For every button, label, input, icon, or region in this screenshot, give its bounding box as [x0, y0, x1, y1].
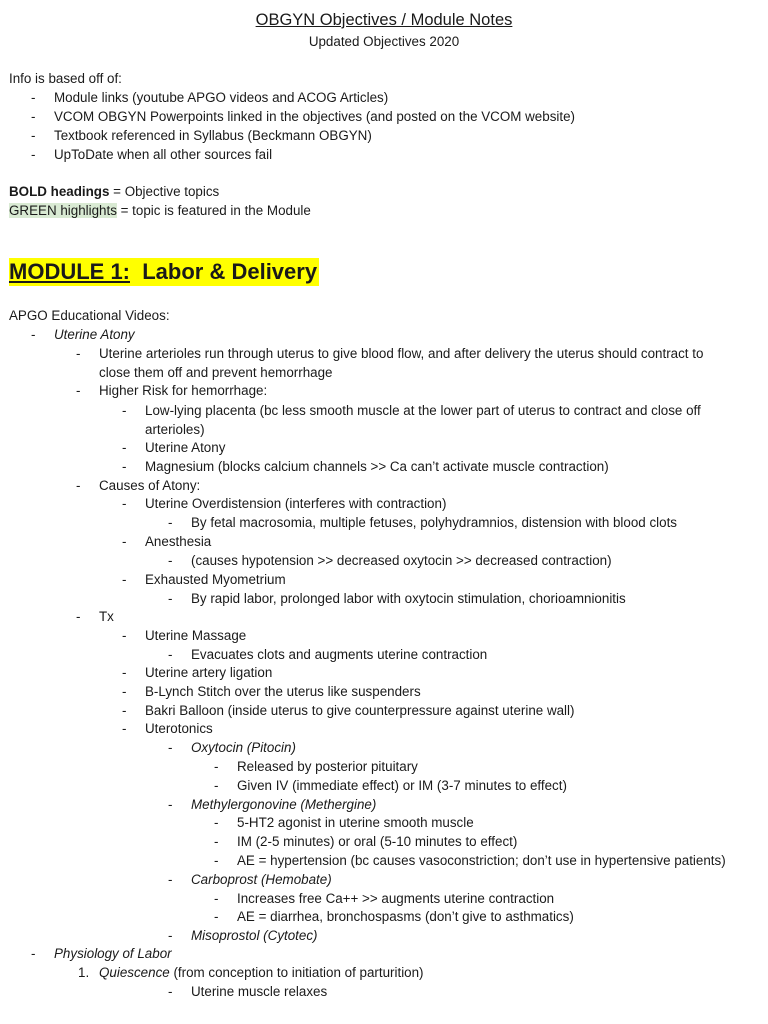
bullet-marker: - [168, 647, 173, 662]
note-text [191, 551, 612, 570]
note-main-text: Uterine Massage [145, 628, 247, 643]
bullet-marker: - [168, 797, 173, 812]
note-main-text: Physiology of Labor [54, 946, 172, 961]
legend-green-term: GREEN highlights [9, 203, 117, 218]
note-main-text: AE = hypertension (bc causes vasoconstriction; don’t use in hypertensive patients) [237, 853, 726, 868]
bullet-marker: 1. [78, 965, 90, 980]
note-main-text: B-Lynch Stitch over the uterus like suspenders [145, 684, 421, 699]
module-heading [9, 258, 319, 286]
note-text [145, 420, 205, 439]
module-name: Labor & Delivery [142, 259, 318, 284]
bullet-marker: - [214, 853, 219, 868]
bullet-marker: - [76, 609, 81, 624]
note-text [9, 306, 170, 325]
note-main-text: Quiescence [99, 965, 170, 980]
note-text [99, 607, 114, 626]
note-text [54, 325, 135, 344]
note-main-text: Anesthesia [145, 534, 212, 549]
bullet-marker: - [122, 665, 127, 680]
note-main-text: Misoprostol (Cytotec) [191, 928, 318, 943]
note-text [191, 589, 626, 608]
bullet-marker: - [214, 834, 219, 849]
note-text [237, 757, 418, 776]
note-text [191, 645, 487, 664]
bullet-marker: - [214, 815, 219, 830]
bullet-marker: - [168, 591, 173, 606]
bullet-marker: - [31, 946, 36, 961]
bullet-marker: - [122, 440, 127, 455]
note-text [145, 494, 446, 513]
note-text [145, 457, 609, 476]
note-main-text: Uterotonics [145, 721, 213, 736]
note-main-text: Methylergonovine (Methergine) [191, 797, 377, 812]
bullet-marker: - [31, 327, 36, 342]
note-text [145, 570, 286, 589]
note-rest-text: (from conception to initiation of parturition) [169, 965, 424, 980]
note-text [145, 701, 574, 720]
note-main-text: Causes of Atony: [99, 478, 201, 493]
note-text [237, 813, 474, 832]
bullet-marker: - [122, 628, 127, 643]
bullet-marker: - [168, 984, 173, 999]
note-text [145, 682, 421, 701]
note-main-text: IM (2-5 minutes) or oral (5-10 minutes to effect) [237, 834, 518, 849]
bullet-marker: - [214, 891, 219, 906]
note-text [145, 663, 272, 682]
legend-bold-term: BOLD headings [9, 184, 110, 199]
bullet-marker: - [122, 572, 127, 587]
bullet-marker: - [214, 909, 219, 924]
note-main-text: Evacuates clots and augments uterine contraction [191, 647, 488, 662]
document-subtitle: Updated Objectives 2020 [308, 34, 460, 49]
note-text [99, 476, 200, 495]
legend-bold-desc: = Objective topics [109, 184, 220, 199]
bullet-marker: - [122, 684, 127, 699]
note-text [191, 738, 296, 757]
note-text [191, 795, 376, 814]
bullet-marker: - [122, 496, 127, 511]
note-text [237, 832, 517, 851]
note-main-text: Uterine artery ligation [145, 665, 273, 680]
module-label: MODULE 1: [9, 259, 130, 284]
bullet-marker: - [168, 553, 173, 568]
note-main-text: Uterine muscle relaxes [191, 984, 328, 999]
bullet-marker: - [122, 721, 127, 736]
note-main-text: AE = diarrhea, bronchospasms (don’t give to asthmatics) [237, 909, 574, 924]
note-main-text: APGO Educational Videos: [9, 308, 170, 323]
note-main-text: Low-lying placenta (bc less smooth muscle at the lower part of uterus to contract and close off [145, 403, 701, 418]
note-main-text: Carboprost (Hemobate) [191, 872, 332, 887]
note-main-text: Uterine arterioles run through uterus to give blood flow, and after delivery the uterus should contract to [99, 346, 704, 361]
legend-green [9, 201, 311, 220]
document-title: OBGYN Objectives / Module Notes [255, 11, 513, 29]
note-main-text: Released by posterior pituitary [237, 759, 418, 774]
note-main-text: close them off and prevent hemorrhage [99, 365, 333, 380]
bullet-marker: - [168, 872, 173, 887]
note-main-text: Uterine Overdistension (interferes with contraction) [145, 496, 447, 511]
note-main-text: Exhausted Myometrium [145, 572, 286, 587]
note-text [191, 870, 332, 889]
note-text [99, 344, 703, 363]
note-text [99, 381, 267, 400]
bullet-marker: - [76, 478, 81, 493]
note-main-text: 5-HT2 agonist in uterine smooth muscle [237, 815, 474, 830]
note-main-text: Higher Risk for hemorrhage: [99, 383, 268, 398]
note-main-text: Bakri Balloon (inside uterus to give counterpressure against uterine wall) [145, 703, 575, 718]
note-text [145, 401, 701, 420]
note-main-text: Given IV (immediate effect) or IM (3-7 minutes to effect) [237, 778, 567, 793]
bullet-marker: - [168, 928, 173, 943]
bullet-marker: - [122, 459, 127, 474]
note-text [237, 776, 567, 795]
note-main-text: arterioles) [145, 422, 205, 437]
note-main-text: Tx [99, 609, 114, 624]
bullet-marker: - [214, 759, 219, 774]
note-main-text: Uterine Atony [145, 440, 226, 455]
intro-lead: Info is based off of: [9, 71, 122, 86]
note-main-text: Uterine Atony [54, 327, 135, 342]
note-text [145, 626, 246, 645]
note-main-text: (causes hypotension >> decreased oxytocin >> decreased contraction) [191, 553, 612, 568]
bullet-marker: - [214, 778, 219, 793]
bullet-marker: - [122, 534, 127, 549]
note-main-text: Oxytocin (Pitocin) [191, 740, 296, 755]
note-text [54, 944, 172, 963]
note-main-text: Magnesium (blocks calcium channels >> Ca can’t activate muscle contraction) [145, 459, 609, 474]
bullet-marker: - [122, 403, 127, 418]
legend-bold [9, 182, 219, 201]
note-text [237, 907, 574, 926]
note-text [191, 513, 677, 532]
note-text [99, 963, 424, 982]
legend-green-desc: = topic is featured in the Module [116, 203, 311, 218]
note-main-text: By fetal macrosomia, multiple fetuses, polyhydramnios, distension with blood clots [191, 515, 678, 530]
note-text [145, 532, 211, 551]
note-main-text: Increases free Ca++ >> augments uterine contraction [237, 891, 555, 906]
note-text [145, 438, 225, 457]
note-main-text: By rapid labor, prolonged labor with oxytocin stimulation, chorioamnionitis [191, 591, 626, 606]
note-text [237, 889, 554, 908]
bullet-marker: - [168, 515, 173, 530]
document-page: OBGYN Objectives / Module Notes Updated Objectives 2020 Info is based off of: - Module links (youtube APGO videos and ACOG Articles) - VCOM OBGYN Powerpoints linked in the objectives (and posted on the VCOM website) - Textbook referenced in Syllabus (Beckmann OBGYN) - UpToDate when all other sources fail BOLD headings = Objective topics GREEN highlights = topic is featured in the Module MODULE 1: Labor & Delivery APGO Educational Videos: - Uterine Atony - Uterine arterioles run through uterus to give blood flow, and after delivery the uterus should contract to close them off and prevent hemorrhage - Higher Risk for hemorrhage: - Low-lying placenta (bc less smooth muscle at the lower part of uterus to contract and close off arterioles) - Uterine Atony - Magnesium (blocks calcium channels >> Ca can’t activate muscle contraction) - Causes of Atony: - Uterine Overdistension (interferes with contraction) - By fetal macrosomia, multiple fetuses, polyhydramnios, distension with blood clots - Anesthesia - (causes hypotension >> decreased oxytocin >> decreased contraction) - Exhausted Myometrium - By rapid labor, prolonged labor with oxytocin stimulation, chorioamnionitis - Tx - Uterine Massage - Evacuates clots and augments uterine contraction - Uterine artery ligation - B-Lynch Stitch over the uterus like suspenders - Bakri Balloon (inside uterus to give counterpressure against uterine wall) - Uterotonics - Oxytocin (Pitocin) - Released by posterior pituitary - Given IV (immediate effect) or IM (3-7 minutes to effect) - Methylergonovine (Methergine) - 5-HT2 agonist in uterine smooth muscle - IM (2-5 minutes) or oral (5-10 minutes to effect) - AE = hypertension (bc causes vasoconstriction; don’t use in hypertensive patients) - Carboprost (Hemobate) - Increases free Ca++ >> augments uterine contraction - AE = diarrhea, bronchospasms (don’t give to asthmatics) - Misoprostol (Cytotec) - Physiology of Labor 1. Quiescence (from conception to initiation of parturition) - Uterine muscle relaxes [0, 0, 768, 1024]
note-text [191, 926, 318, 945]
bullet-marker: - [76, 346, 81, 361]
bullet-marker: - [122, 703, 127, 718]
bullet-marker: - [76, 383, 81, 398]
note-text [145, 719, 213, 738]
bullet-marker: - [168, 740, 173, 755]
note-text [237, 851, 726, 870]
note-text [191, 982, 327, 1001]
note-text [99, 363, 333, 382]
